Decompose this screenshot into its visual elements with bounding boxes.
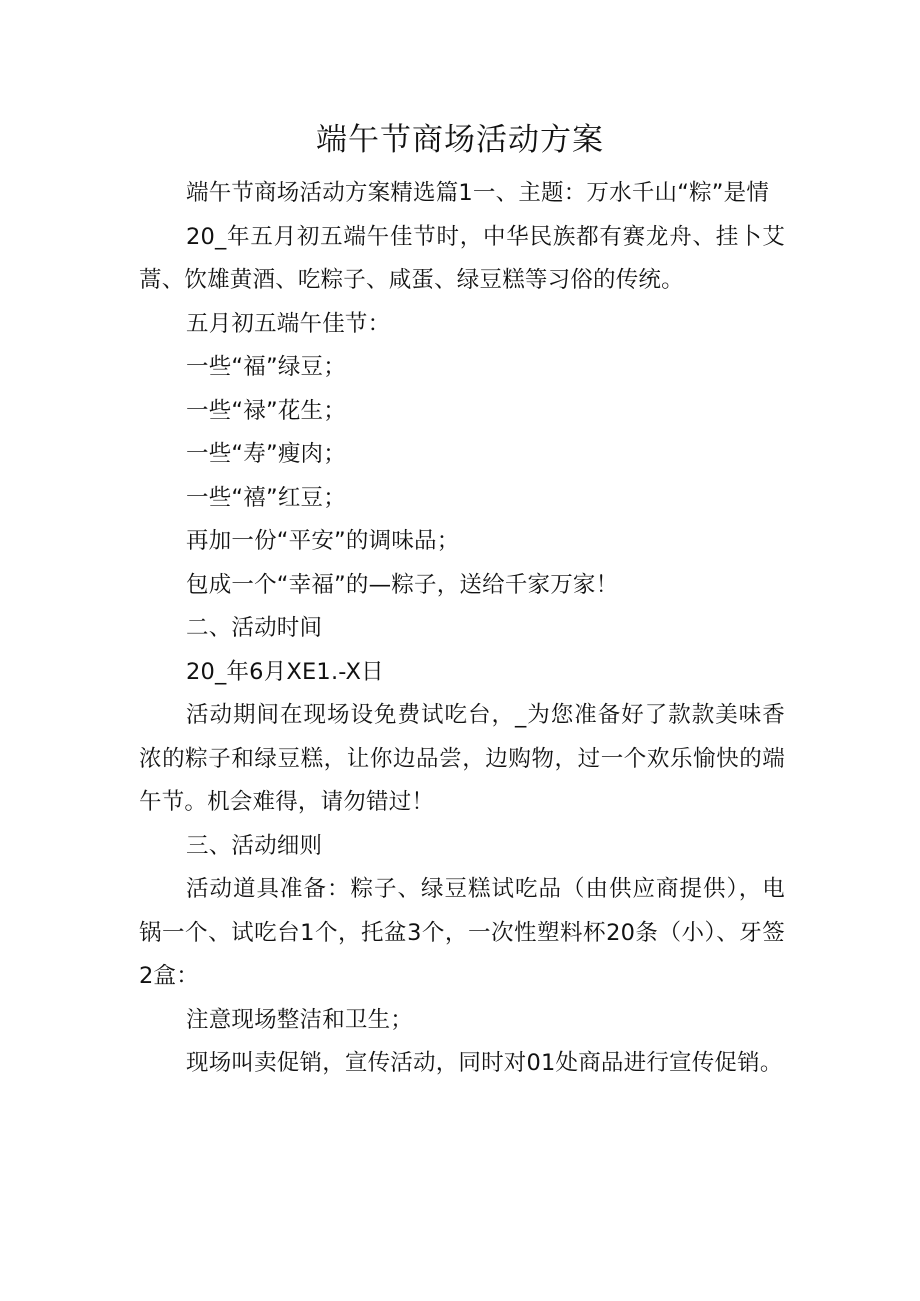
paragraph-fu: 一些“福”绿豆； — [186, 354, 346, 380]
paragraph-hygiene: 注意现场整洁和卫生； — [186, 1006, 414, 1033]
paragraph-date: 20_年6月XE1.-X日 — [186, 658, 384, 685]
paragraph-props: 活动道具准备：粽子、绿豆糕试吃品（由供应商提供），电锅一个、试吃台1个，托盆3个，一次性塑料杯20条（小）、牙签2盒： — [139, 876, 785, 989]
paragraph-theme: 端午节商场活动方案精选篇1一、主题：万水千山“粽”是情 — [186, 180, 770, 206]
section-heading-time: 二、活动时间 — [186, 615, 323, 641]
paragraph-promotion: 现场叫卖促销，宣传活动，同时对01处商品进行宣传促销。 — [186, 1050, 783, 1076]
paragraph-intro: 20_年五月初五端午佳节时，中华民族都有赛龙舟、挂卜艾蒿、饮雄黄酒、吃粽子、咸蛋、绿豆糕等习俗的传统。 — [139, 223, 785, 293]
document-title: 端午节商场活动方案 — [316, 122, 604, 158]
paragraph-lu: 一些“禄”花生； — [186, 397, 346, 424]
paragraph-festival: 五月初五端午佳节： — [186, 310, 391, 337]
paragraph-tasting: 活动期间在现场设免费试吃台，_为您准备好了款款美味香浓的粽子和绿豆糕，让你边品尝，边购物，过一个欢乐愉快的端午节。机会难得，请勿错过！ — [139, 702, 785, 815]
paragraph-pingan: 再加一份“平安”的调味品； — [186, 528, 460, 554]
paragraph-xingfu: 包成一个“幸福”的—粽子，送给千家万家！ — [186, 571, 619, 598]
paragraph-shou: 一些“寿”瘦肉； — [186, 441, 346, 467]
section-heading-rules: 三、活动细则 — [186, 832, 323, 859]
document-body — [139, 172, 785, 1086]
paragraph-xi: 一些“禧”红豆； — [186, 484, 346, 511]
